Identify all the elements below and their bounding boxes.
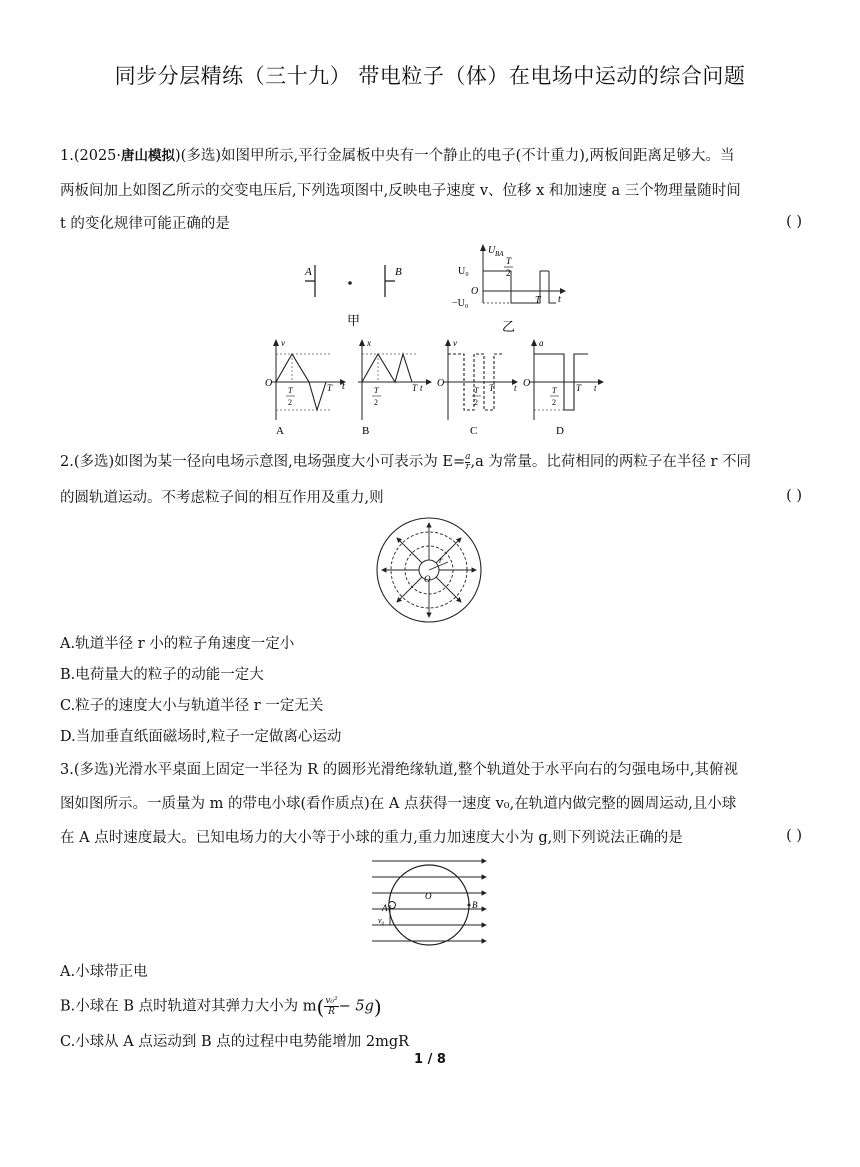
half-t-den: 2	[506, 268, 511, 278]
q2-option-a: A.轨道半径 r 小的粒子角速度一定小	[60, 636, 295, 652]
svg-text:t: t	[342, 381, 345, 392]
svg-text:T: T	[374, 386, 379, 395]
q3-line2: 图如图所示。一质量为 m 的带电小球(看作质点)在 A 点获得一速度 v₀,在轨道内做完整的圆周运动,且小球	[60, 796, 737, 812]
svg-text:T: T	[327, 383, 333, 393]
svg-text:O: O	[437, 378, 445, 389]
circular-track-svg	[368, 853, 493, 958]
svg-text:O: O	[265, 378, 273, 389]
q3-option-b-num: v₀²	[325, 996, 338, 1006]
q2-frac-num: a	[465, 451, 471, 462]
q2-text-pre: 2.(多选)如图为某一径向电场示意图,电场强度大小可表示为 E=	[60, 454, 466, 470]
q3-answer-paren: ( )	[786, 828, 802, 844]
q3-option-b	[60, 996, 805, 1017]
radial-field-svg	[372, 515, 492, 625]
u-arrow	[480, 244, 486, 251]
svg-text:x: x	[367, 338, 371, 348]
graph-c	[437, 338, 518, 437]
q1-line3: t 的变化规律可能正确的是	[60, 216, 230, 232]
radius-r: r	[439, 555, 443, 565]
q1-line1-text: )(多选)如图甲所示,平行金属板中央有一个静止的电子(不计重力),两板间距离足够大。当	[175, 148, 735, 164]
svg-text:T: T	[576, 383, 582, 393]
svg-text:T: T	[489, 383, 495, 393]
svg-text:C: C	[470, 425, 478, 437]
svg-text:2: 2	[288, 398, 292, 407]
ball	[389, 902, 396, 909]
q3-option-b-text: B.小球在 B 点时轨道对其弹力大小为 m	[60, 998, 317, 1015]
graph-b	[358, 338, 432, 437]
q2-answer-paren: ( )	[786, 488, 802, 504]
q2-option-b: B.电荷量大的粒子的动能一定大	[60, 667, 264, 683]
graph-a	[265, 338, 346, 437]
origin-o: O	[424, 574, 431, 584]
label-b: B	[395, 266, 402, 278]
label-a: A	[305, 266, 312, 278]
option-graphs	[262, 338, 602, 442]
voltage-wave-1	[483, 271, 540, 303]
q3-option-b-rparen: )	[373, 994, 382, 1019]
svg-text:B: B	[362, 425, 370, 437]
t-period-label: T	[535, 295, 541, 306]
svg-text:t: t	[514, 383, 517, 393]
radial-field-figure	[372, 515, 492, 629]
svg-text:2: 2	[474, 398, 478, 407]
q2-option-c: C.粒子的速度大小与轨道半径 r 一定无关	[60, 698, 324, 714]
svg-text:T: T	[412, 383, 418, 393]
svg-text:v: v	[281, 338, 285, 348]
q3-option-b-fraction	[324, 996, 338, 1017]
q2-option-d: D.当加垂直纸面磁场时,粒子一定做离心运动	[60, 729, 342, 745]
q1-line2: 两板间加上如图乙所示的交变电压后,下列选项图中,反映电子速度 v、位移 x 和加速度 a 三个物理量随时间	[60, 183, 741, 199]
neg-u0-label: −U₀	[452, 298, 469, 309]
q3-option-b-tail: − 5g	[338, 998, 374, 1015]
svg-text:2: 2	[374, 398, 378, 407]
q2-text-post: ,a 为常量。比荷相同的两粒子在半径 r 不同	[470, 454, 751, 470]
figure-yi-svg	[450, 243, 570, 335]
label-a: A	[382, 903, 388, 913]
q3-option-b-den: R	[328, 1007, 335, 1017]
svg-text:t: t	[420, 383, 423, 393]
svg-text:A: A	[276, 425, 284, 437]
circular-track-figure	[368, 853, 493, 962]
svg-text:D: D	[556, 425, 564, 437]
q2-frac-den: r	[465, 461, 470, 472]
half-t-num: T	[506, 256, 512, 266]
option-graphs-svg	[262, 338, 602, 438]
q1-source: 唐山模拟	[121, 148, 176, 164]
svg-text:v: v	[453, 338, 457, 348]
svg-text:T: T	[288, 386, 293, 395]
label-b: B	[472, 900, 478, 910]
q3-option-c: C.小球从 A 点运动到 B 点的过程中电势能增加 2mgR	[60, 1034, 410, 1050]
caption-yi: 乙	[502, 319, 516, 334]
svg-text:T: T	[552, 386, 557, 395]
figure-yi	[450, 243, 570, 339]
caption-jia: 甲	[347, 313, 361, 328]
graph-d	[523, 338, 604, 437]
q3-option-a: A.小球带正电	[60, 964, 148, 980]
q2-line1	[60, 452, 805, 472]
q1-prefix: 1.(2025·	[60, 148, 122, 164]
electron-dot	[348, 281, 352, 285]
svg-text:O: O	[523, 378, 531, 389]
q1-answer-paren: ( )	[786, 214, 802, 230]
figure-jia	[290, 255, 410, 339]
q3-line1: 3.(多选)光滑水平桌面上固定一半径为 R 的圆形光滑绝缘轨道,整个轨道处于水平向右的匀强电场中,其俯视	[60, 762, 738, 778]
label-o: O	[425, 891, 432, 901]
t-axis-label: t	[558, 294, 561, 305]
t-arrow	[560, 288, 566, 294]
u0-label: U₀	[458, 266, 469, 277]
point-b	[468, 904, 471, 907]
u-label: U	[488, 245, 496, 256]
page-title: 同步分层精练（三十九） 带电粒子（体）在电场中运动的综合问题	[114, 64, 746, 88]
label-v0: v₀	[378, 916, 385, 925]
svg-text:t: t	[594, 383, 597, 393]
figure-jia-svg	[290, 255, 410, 335]
q3-option-b-lparen: (	[316, 994, 325, 1019]
u-sub: BA	[495, 250, 504, 258]
q2-line2: 的圆轨道运动。不考虑粒子间的相互作用及重力,则	[60, 490, 384, 506]
q3-line3: 在 A 点时速度最大。已知电场力的大小等于小球的重力,重力加速度大小为 g,则下列说法正确的是	[60, 830, 683, 846]
origin-label: O	[471, 286, 479, 297]
q1-line1	[60, 146, 805, 166]
svg-text:T: T	[474, 386, 479, 395]
svg-text:a: a	[539, 338, 544, 348]
page-number: 1 / 8	[414, 1052, 446, 1067]
svg-text:2: 2	[552, 398, 556, 407]
voltage-wave-3	[549, 271, 556, 303]
